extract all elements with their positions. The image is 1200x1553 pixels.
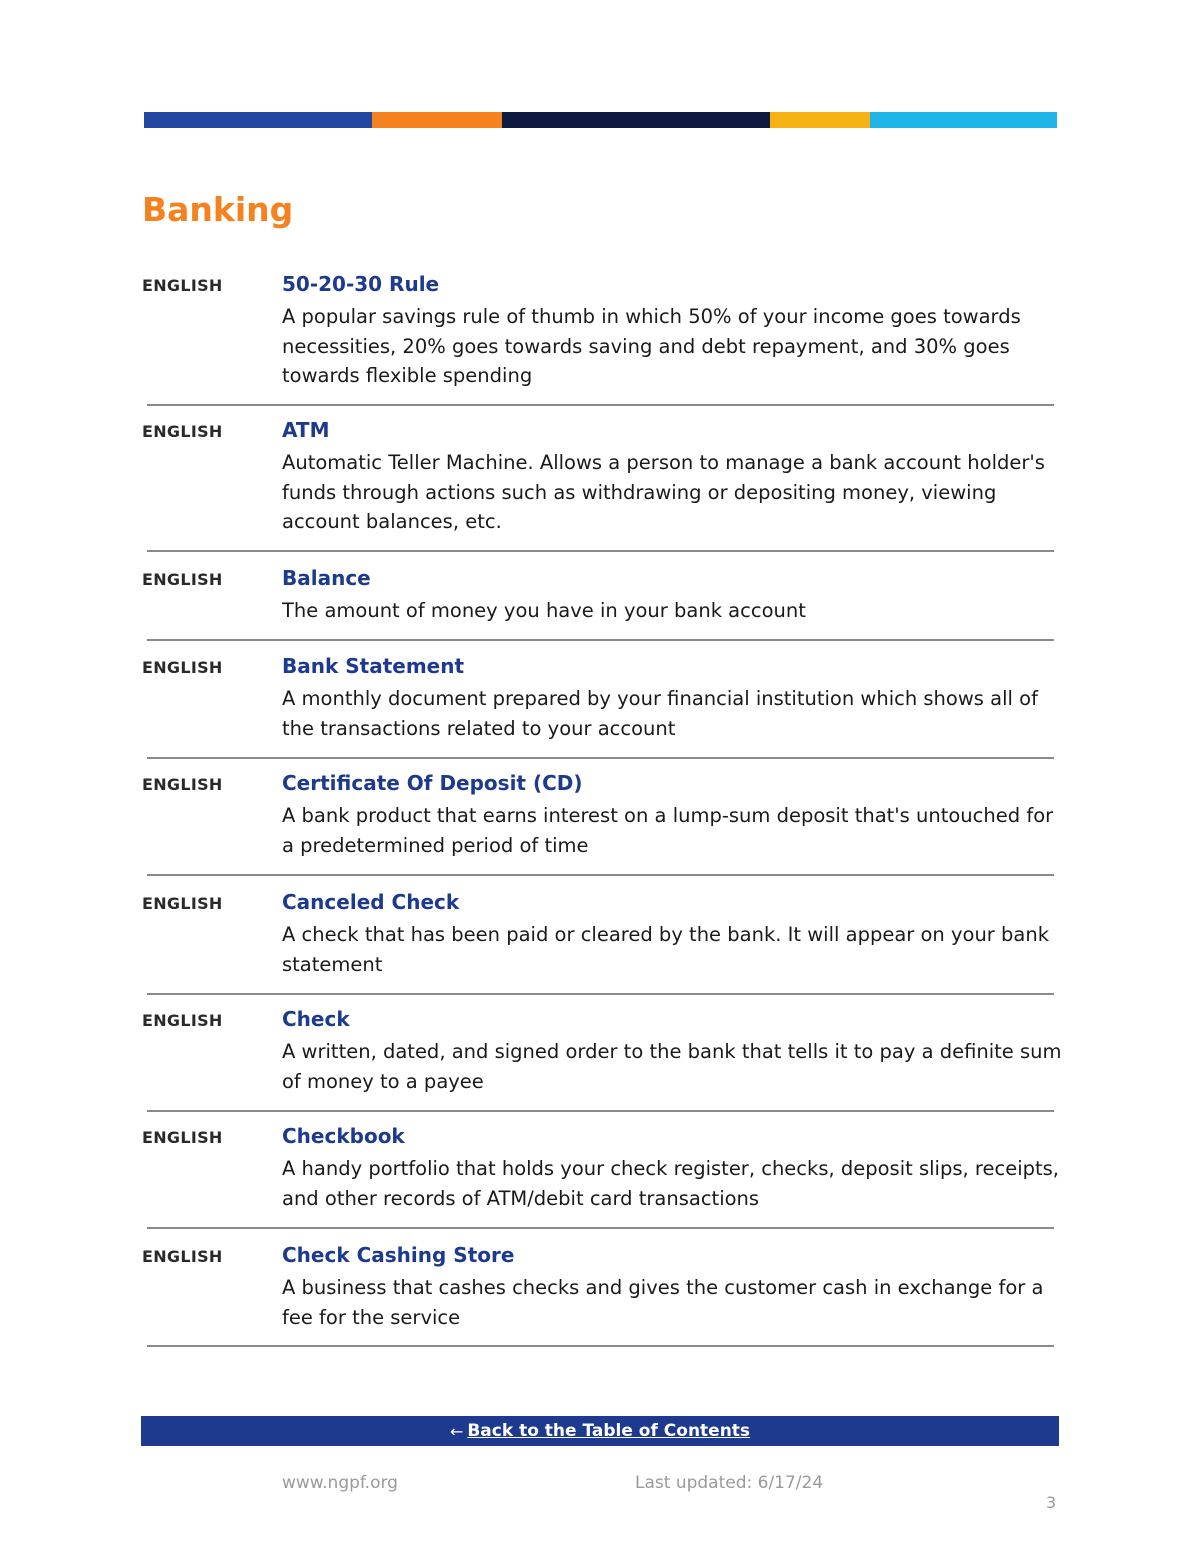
language-label: ENGLISH xyxy=(142,658,223,677)
glossary-term: Bank Statement xyxy=(282,654,465,678)
color-segment-navy xyxy=(502,112,770,128)
glossary-term: Certificate Of Deposit (CD) xyxy=(282,771,583,795)
entry-divider xyxy=(147,1227,1054,1229)
entry-divider xyxy=(147,550,1054,552)
footer-website: www.ngpf.org xyxy=(282,1473,398,1493)
glossary-definition: A check that has been paid or cleared by the bank. It will appear on your bank statement xyxy=(282,923,1050,976)
back-to-toc-link[interactable]: Back to the Table of Contents xyxy=(467,1421,751,1441)
glossary-definition: A written, dated, and signed order to the bank that tells it to pay a definite sum of money to a payee xyxy=(282,1040,1062,1093)
entry-divider xyxy=(147,993,1054,995)
language-label: ENGLISH xyxy=(142,276,223,295)
page-title: Banking xyxy=(142,190,294,229)
glossary-term: ATM xyxy=(282,418,330,442)
glossary-term: Checkbook xyxy=(282,1124,405,1148)
language-label: ENGLISH xyxy=(142,422,223,441)
glossary-definition: A handy portfolio that holds your check register, checks, deposit slips, receipts, and other records of ATM/debit card transactions xyxy=(282,1157,1060,1210)
back-to-toc-bar xyxy=(141,1416,1059,1446)
glossary-term: Balance xyxy=(282,566,371,590)
color-segment-yellow xyxy=(770,112,870,128)
color-segment-cyan xyxy=(870,112,1057,128)
glossary-term: Canceled Check xyxy=(282,890,460,914)
glossary-term: 50-20-30 Rule xyxy=(282,272,440,296)
language-label: ENGLISH xyxy=(142,775,223,794)
language-label: ENGLISH xyxy=(142,1247,223,1266)
color-segment-orange xyxy=(372,112,502,128)
entry-divider xyxy=(147,639,1054,641)
glossary-term: Check Cashing Store xyxy=(282,1243,515,1267)
language-label: ENGLISH xyxy=(142,1128,223,1147)
color-segment-blue xyxy=(144,112,372,128)
page-number: 3 xyxy=(1046,1493,1057,1512)
glossary-definition: Automatic Teller Machine. Allows a person to manage a bank account holder's funds through actions such as withdrawing or depositing money, viewing account balances, etc. xyxy=(282,451,1045,534)
glossary-definition: A business that cashes checks and gives the customer cash in exchange for a fee for the service xyxy=(282,1276,1044,1329)
entry-divider xyxy=(147,874,1054,876)
language-label: ENGLISH xyxy=(142,894,223,913)
back-arrow-icon: ← xyxy=(449,1421,464,1441)
entry-divider xyxy=(147,404,1054,406)
language-label: ENGLISH xyxy=(142,1011,223,1030)
entry-divider xyxy=(147,1345,1054,1347)
language-label: ENGLISH xyxy=(142,570,223,589)
header-color-bar xyxy=(144,112,1057,128)
entry-divider xyxy=(147,1110,1054,1112)
glossary-definition: A monthly document prepared by your financial institution which shows all of the transactions related to your account xyxy=(282,687,1038,740)
glossary-definition: A popular savings rule of thumb in which 50% of your income goes towards necessities, 20% goes towards saving and debt repayment, and 30% goes towards flexible spending xyxy=(282,305,1021,388)
glossary-definition: A bank product that earns interest on a lump-sum deposit that's untouched for a predetermined period of time xyxy=(282,804,1054,857)
footer-last-updated: Last updated: 6/17/24 xyxy=(635,1473,824,1493)
entry-divider xyxy=(147,757,1054,759)
glossary-term: Check xyxy=(282,1007,350,1031)
glossary-definition: The amount of money you have in your bank account xyxy=(282,599,806,622)
